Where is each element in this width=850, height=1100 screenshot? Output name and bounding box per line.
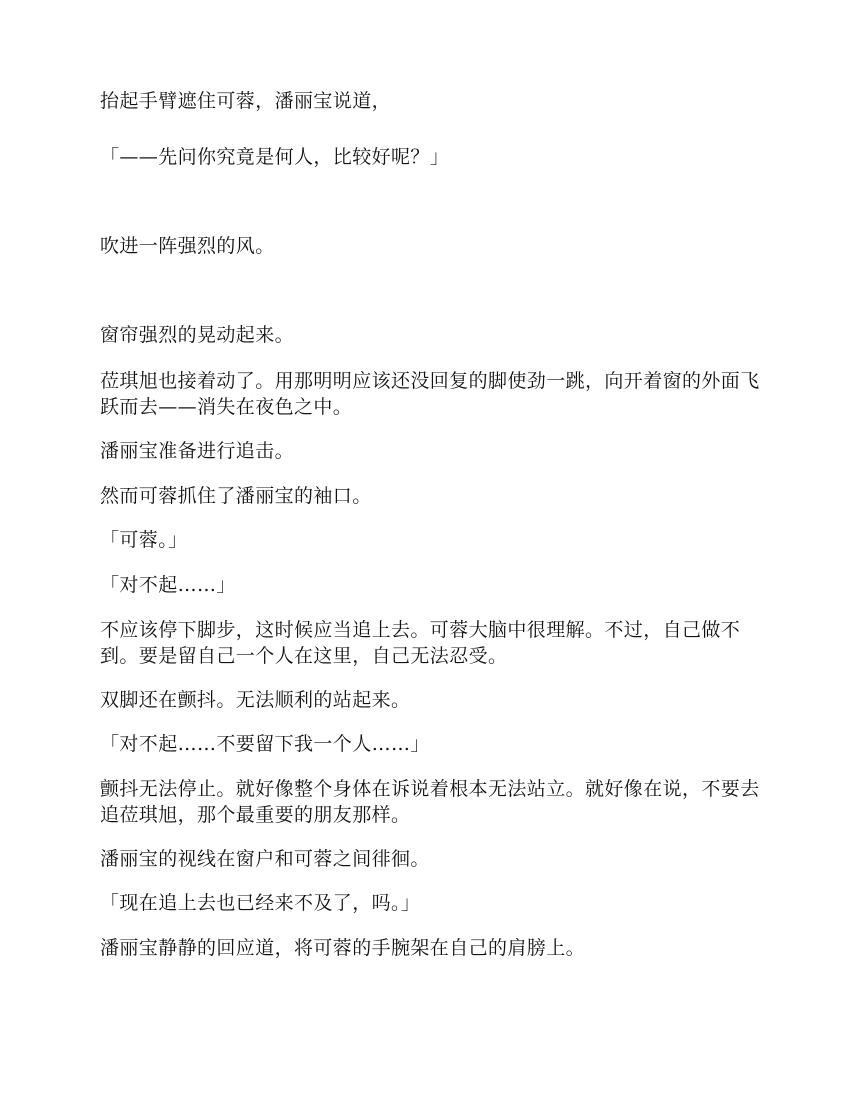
paragraph-11: 双脚还在颤抖。无法顺利的站起来。 xyxy=(100,689,411,711)
paragraph-8: 「可蓉。」 xyxy=(100,529,188,551)
paragraph-5: 莅琪旭也接着动了。用那明明应该还没回复的脚使劲一跳，向开着窗的外面飞跃而去——消失在夜色之中。 xyxy=(100,370,760,418)
paragraph-16: 潘丽宝静静的回应道，将可蓉的手腕架在自己的肩膀上。 xyxy=(100,937,586,959)
paragraph-4: 窗帘强烈的晃动起来。 xyxy=(100,324,295,346)
paragraph-7: 然而可蓉抓住了潘丽宝的袖口。 xyxy=(100,485,372,507)
paragraph-6: 潘丽宝准备进行追击。 xyxy=(100,440,295,462)
paragraph-13: 颤抖无法停止。就好像整个身体在诉说着根本无法站立。就好像在说，不要去追莅琪旭，那个最重要的朋友那样。 xyxy=(100,778,760,826)
paragraph-2: 「——先问你究竟是何人，比较好呢？」 xyxy=(100,146,450,168)
paragraph-15: 「现在追上去也已经来不及了，吗。」 xyxy=(100,892,421,914)
paragraph-12: 「对不起……不要留下我一个人……」 xyxy=(100,733,430,755)
paragraph-9: 「对不起……」 xyxy=(100,574,236,596)
paragraph-10: 不应该停下脚步，这时候应当追上去。可蓉大脑中很理解。不过，自己做不到。要是留自己一个人在这里，自己无法忍受。 xyxy=(100,619,741,667)
paragraph-14: 潘丽宝的视线在窗户和可蓉之间徘徊。 xyxy=(100,848,430,870)
paragraph-1: 抬起手臂遮住可蓉，潘丽宝说道， xyxy=(100,90,392,112)
paragraph-3: 吹进一阵强烈的风。 xyxy=(100,235,275,257)
